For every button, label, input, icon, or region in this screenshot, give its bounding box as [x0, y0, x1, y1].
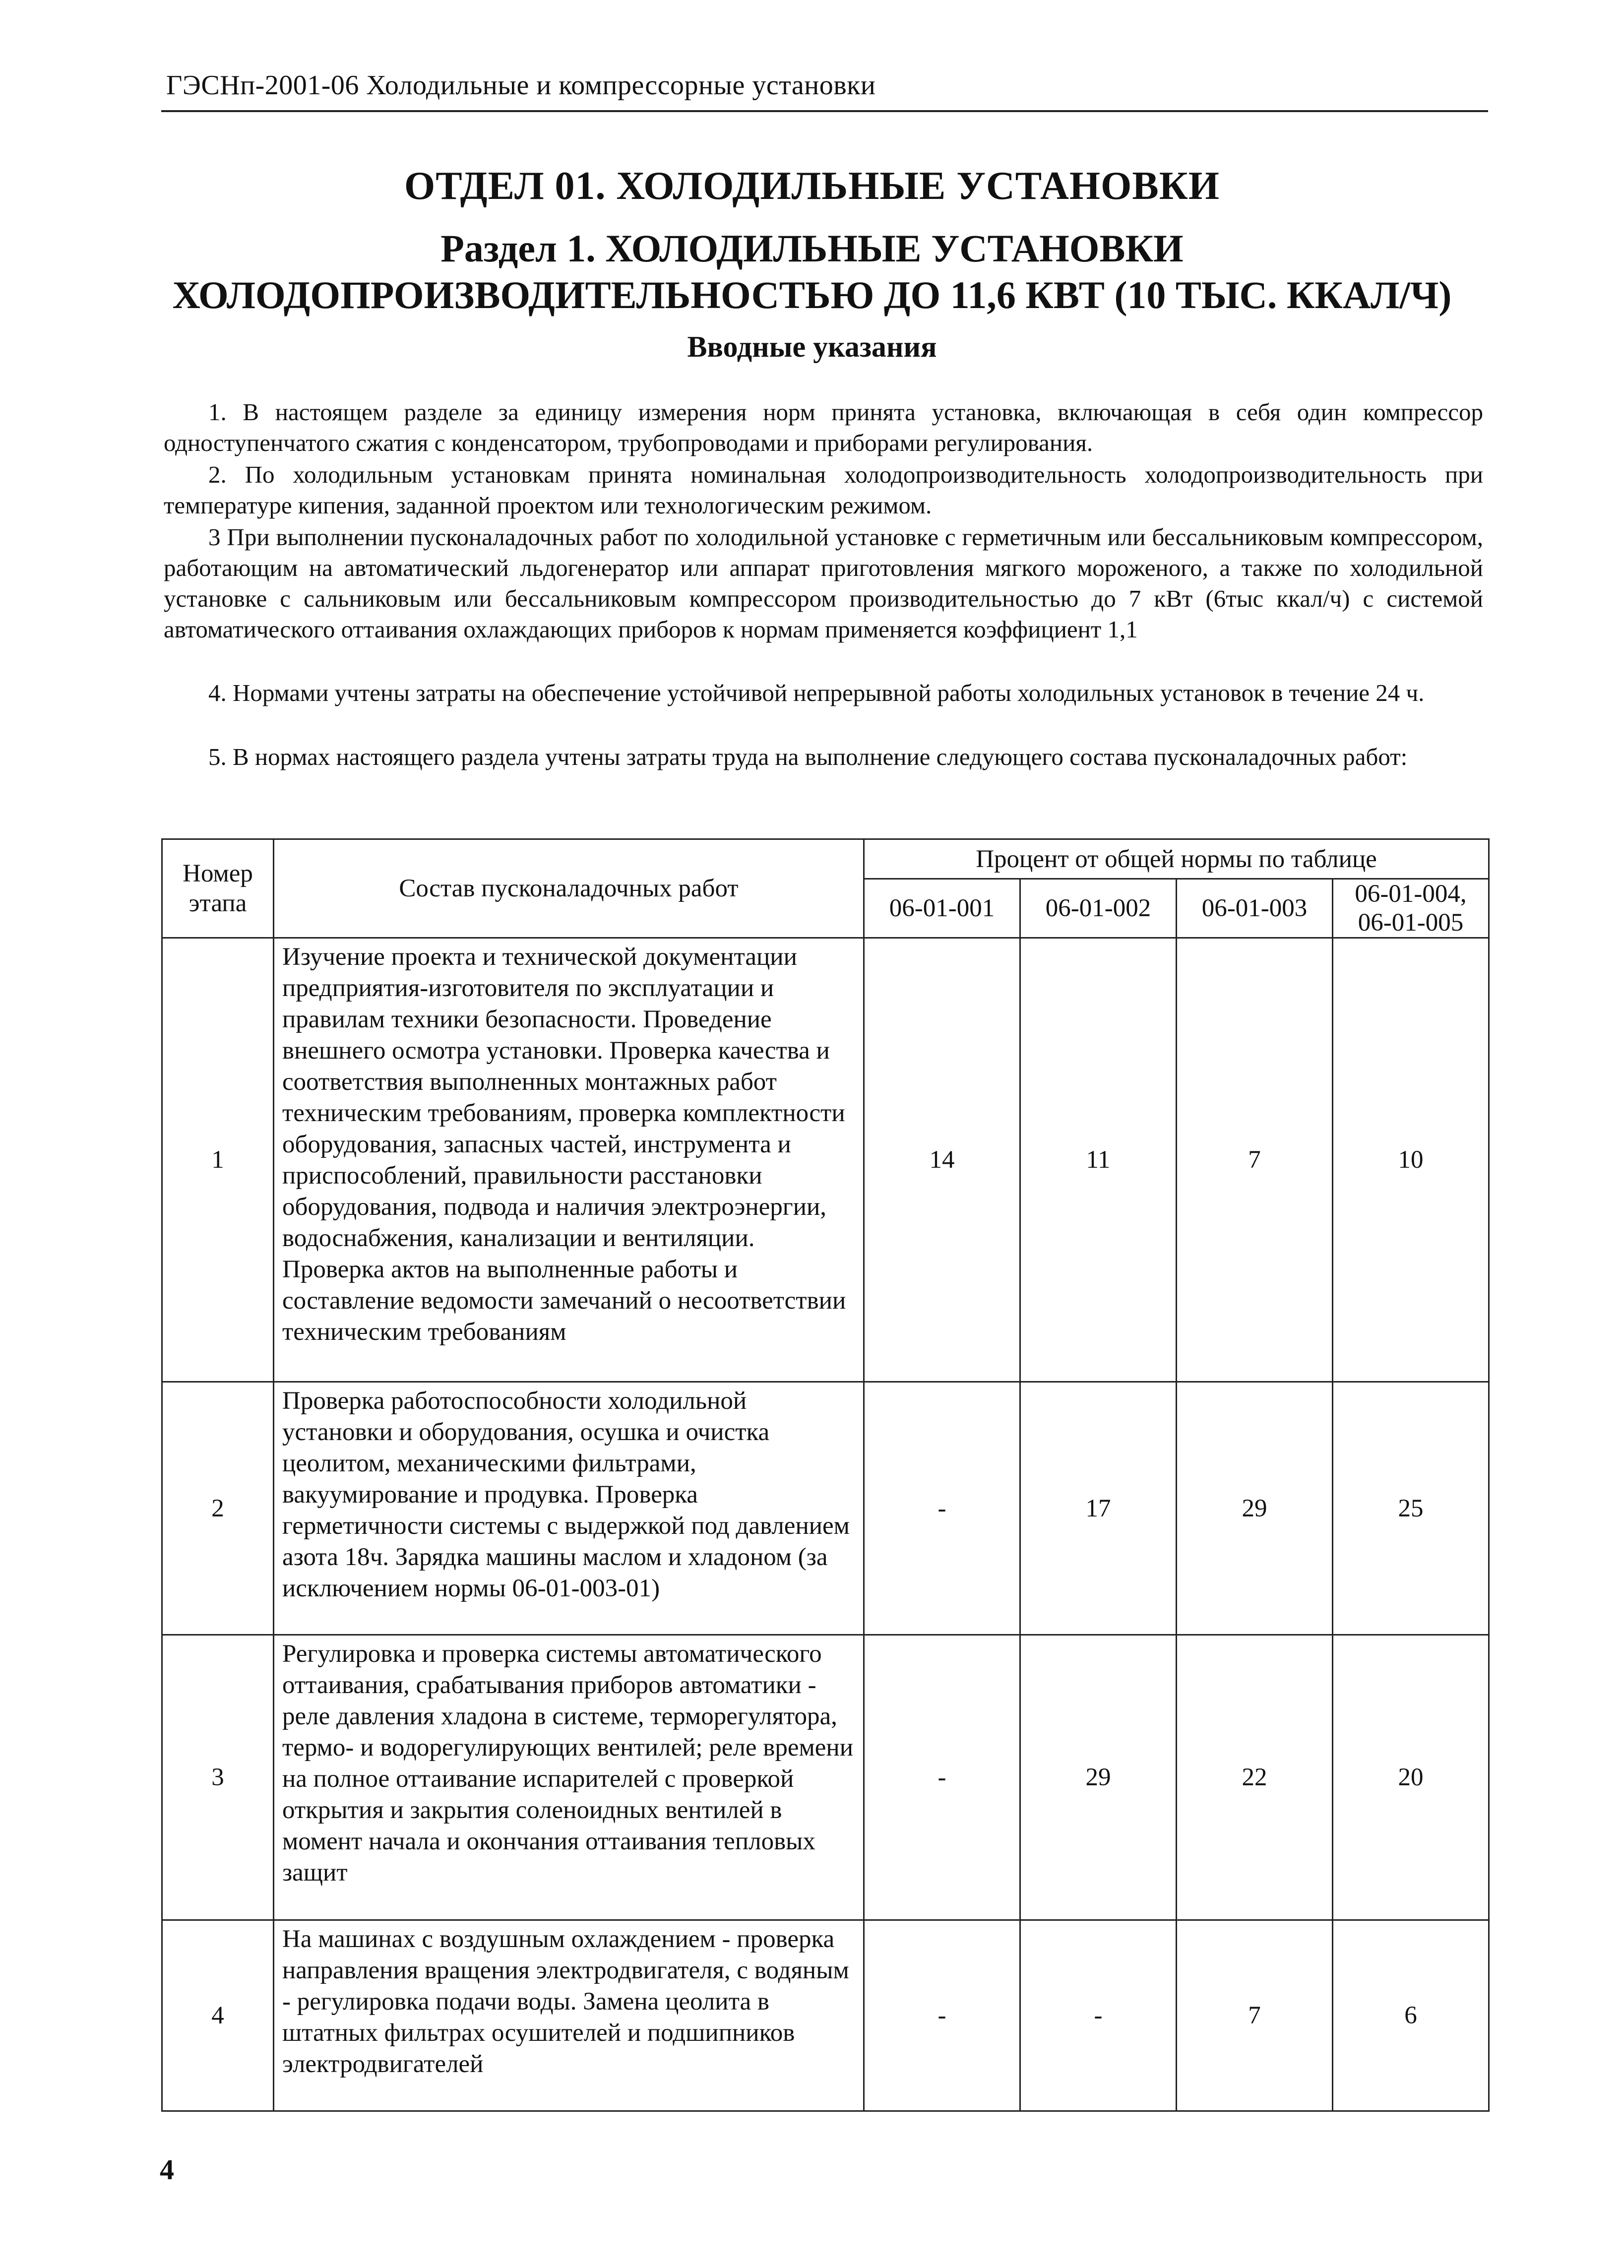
percent-06-01-004-005: 6 — [1333, 1920, 1489, 2111]
paragraph-4-text: 4. Нормами учтены затраты на обеспечение устойчивой непрерывной работы холодильных установок в течение 24 ч. — [208, 679, 1425, 706]
percent-06-01-004-005: 10 — [1333, 938, 1489, 1382]
header-t4-line2: 06-01-005 — [1358, 909, 1464, 937]
header-table-06-01-004-005 — [1333, 879, 1489, 938]
stage-description: Изучение проекта и технической документации предприятия-изготовителя по эксплуатации и правилам техники безопасности. Проведение внешнего осмотра установки. Проверка качества и соответствия выполненных монтажных работ техническим требованиям, проверка комплектности оборудования, запасных частей, инструмента и приспособлений, правильности расстановки оборудования, подвода и наличия электроэнергии, водоснабжения, канализации и вентиляции. Проверка актов на выполненные работы и составление ведомости замечаний о несоответствии техническим требованиям — [274, 938, 864, 1382]
paragraph-3 — [164, 522, 1483, 645]
paragraph-2 — [164, 459, 1483, 521]
header-t4-line1: 06-01-004, — [1355, 880, 1467, 908]
stage-number: 4 — [162, 1920, 274, 2111]
header-composition: Состав пусконаладочных работ — [274, 839, 864, 938]
running-header: ГЭСНп-2001-06 Холодильные и компрессорные установки — [166, 70, 876, 101]
percent-06-01-004-005: 20 — [1333, 1635, 1489, 1920]
header-table-06-01-002: 06-01-002 — [1020, 879, 1177, 938]
percent-06-01-003: 22 — [1177, 1635, 1333, 1920]
percent-06-01-003: 29 — [1177, 1382, 1333, 1635]
percent-06-01-002: 29 — [1020, 1635, 1177, 1920]
percent-06-01-002: 17 — [1020, 1382, 1177, 1635]
section-title-line2: ХОЛОДОПРОИЗВОДИТЕЛЬНОСТЬЮ ДО 11,6 КВТ (10 ТЫС. ККАЛ/Ч) — [172, 273, 1452, 316]
percent-06-01-001: 14 — [864, 938, 1020, 1382]
percent-06-01-002: - — [1020, 1920, 1177, 2111]
page-number: 4 — [160, 2153, 174, 2186]
stage-description: На машинах с воздушным охлаждением - проверка направления вращения электродвигателя, с водяным - регулировка подачи воды. Замена цеолита в штатных фильтрах осушителей и подшипников электродвигателей — [274, 1920, 864, 2111]
header-stage-number: Номер этапа — [162, 839, 274, 938]
paragraph-5-text: 5. В нормах настоящего раздела учтены затраты труда на выполнение следующего состава пусконаладочных работ: — [208, 743, 1408, 770]
paragraph-1-text: 1. В настоящем разделе за единицу измерения норм принята установка, включающая в себя один компрессор одноступенчатого сжатия с конденсатором, трубопроводами и приборами регулирования. — [164, 398, 1483, 456]
header-table-06-01-003: 06-01-003 — [1177, 879, 1333, 938]
paragraph-2-text: 2. По холодильным установкам принята номинальная холодопроизводительность холодопроизводительность при температуре кипения, заданной проектом или технологическим режимом. — [164, 461, 1483, 519]
table-row — [162, 1635, 1489, 1920]
stage-number: 1 — [162, 938, 274, 1382]
stage-number: 3 — [162, 1635, 274, 1920]
header-table-06-01-001: 06-01-001 — [864, 879, 1020, 938]
stage-description: Проверка работоспособности холодильной установки и оборудования, осушка и очистка цеолитом, механическими фильтрами, вакуумирование и продувка. Проверка герметичности системы с выдержкой под давлением азота 18ч. Зарядка машины маслом и хладоном (за исключением нормы 06-01-003-01) — [274, 1382, 864, 1635]
department-title: ОТДЕЛ 01. ХОЛОДИЛЬНЫЕ УСТАНОВКИ — [404, 164, 1220, 208]
percent-06-01-001: - — [864, 1920, 1020, 2111]
table-row — [162, 938, 1489, 1382]
percent-06-01-001: - — [864, 1635, 1020, 1920]
section-title-line1: Раздел 1. ХОЛОДИЛЬНЫЕ УСТАНОВКИ — [440, 227, 1184, 270]
table-row — [162, 1382, 1489, 1635]
stage-number: 2 — [162, 1382, 274, 1635]
header-rule — [161, 110, 1488, 112]
percent-06-01-002: 11 — [1020, 938, 1177, 1382]
percent-06-01-003: 7 — [1177, 1920, 1333, 2111]
intro-heading: Вводные указания — [687, 330, 937, 363]
table-row — [162, 1920, 1489, 2111]
paragraph-1 — [164, 397, 1483, 458]
header-percent-group: Процент от общей нормы по таблице — [864, 839, 1489, 879]
stages-table — [161, 838, 1490, 2112]
paragraph-4 — [164, 678, 1483, 708]
stage-description: Регулировка и проверка системы автоматического оттаивания, срабатывания приборов автоматики - реле давления хладона в системе, терморегулятора, термо- и водорегулирующих вентилей; реле времени на полное оттаивание испарителей с проверкой открытия и закрытия соленоидных вентилей в момент начала и окончания оттаивания тепловых защит — [274, 1635, 864, 1920]
paragraph-3-text: 3 При выполнении пусконаладочных работ по холодильной установке с герметичным или бессальниковым компрессором, работающим на автоматический льдогенератор или аппарат приготовления мягкого мороженого, а также по холодильной установке с сальниковым или бессальниковым компрессором производительностью до 7 кВт (6тыс ккал/ч) с системой автоматического оттаивания охлаждающих приборов к нормам применяется коэффициент 1,1 — [164, 523, 1483, 643]
paragraph-5 — [164, 742, 1483, 772]
percent-06-01-004-005: 25 — [1333, 1382, 1489, 1635]
percent-06-01-001: - — [864, 1382, 1020, 1635]
percent-06-01-003: 7 — [1177, 938, 1333, 1382]
